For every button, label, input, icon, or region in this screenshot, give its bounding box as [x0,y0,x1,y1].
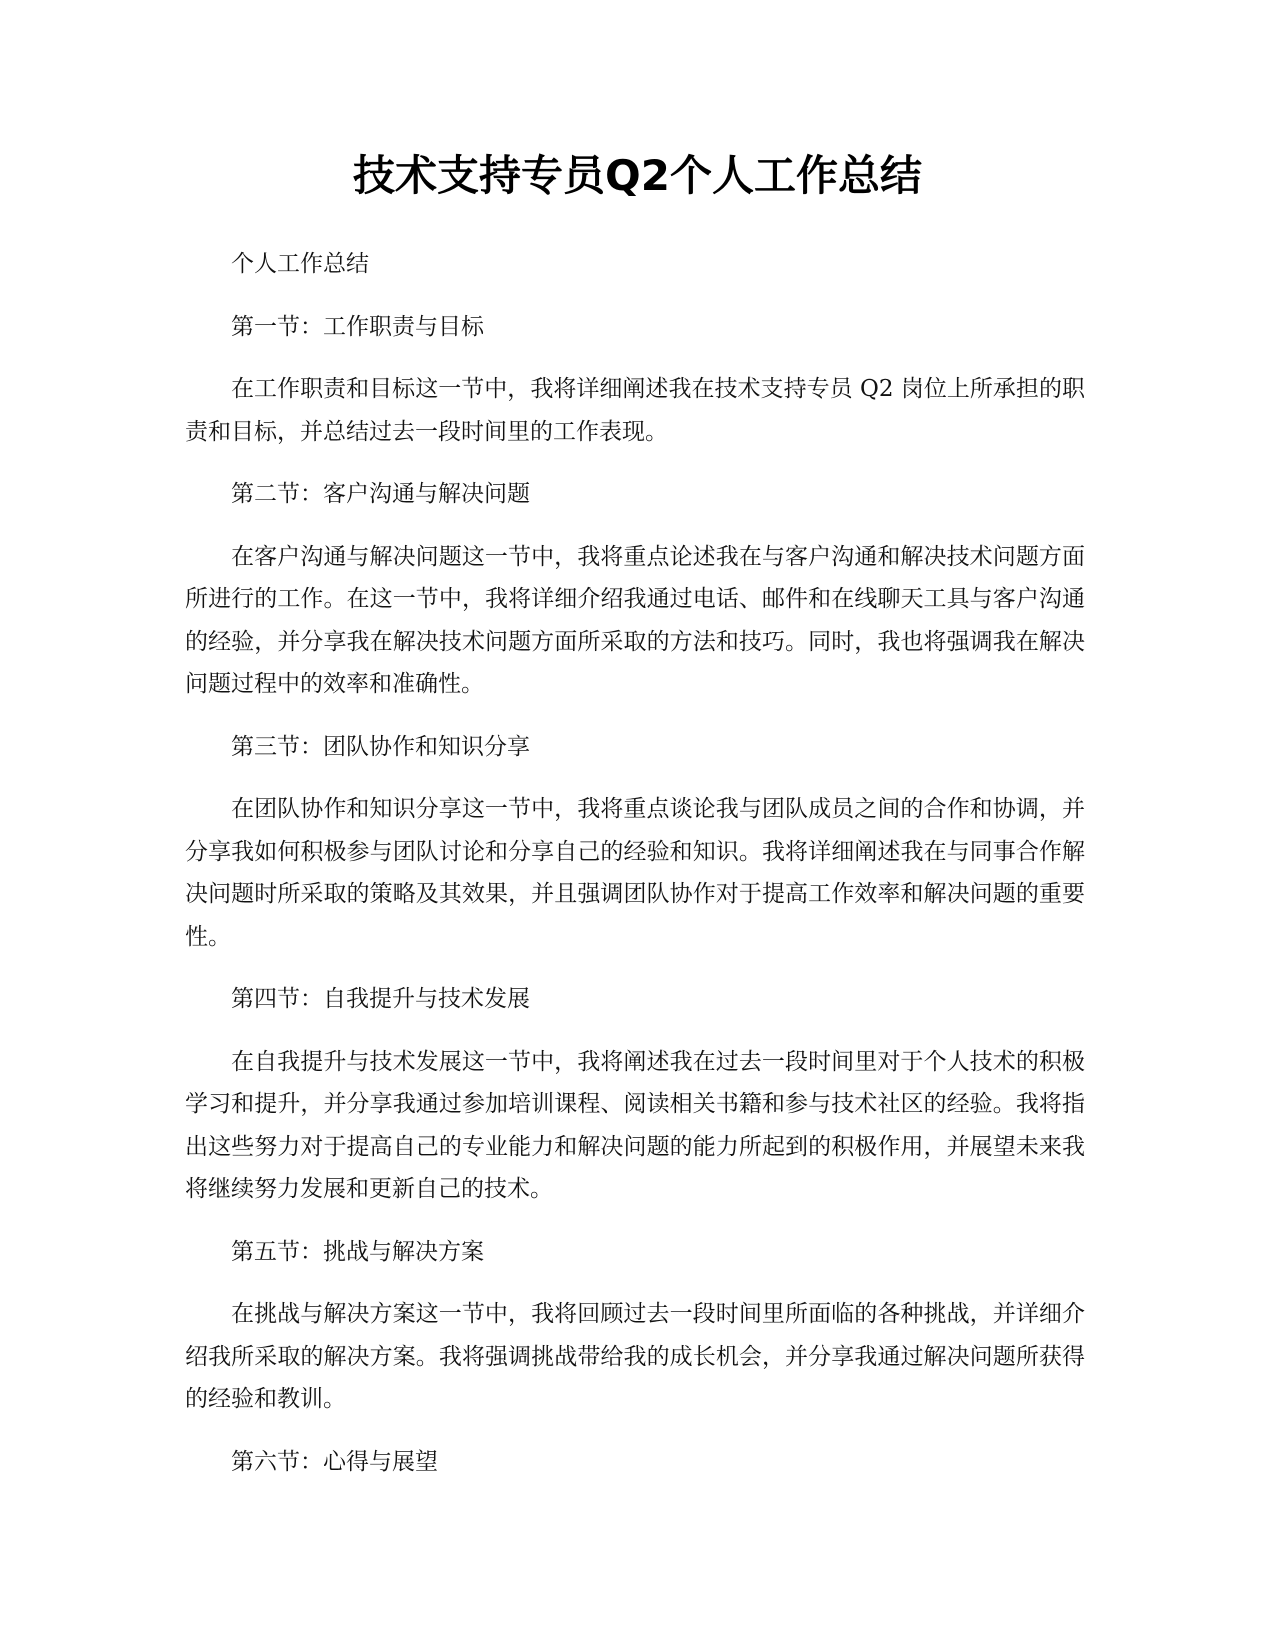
section-heading: 个人工作总结 [231,251,369,277]
document-body [185,243,1085,1503]
section-heading: 第一节：工作职责与目标 [231,313,484,340]
body-paragraph: 在自我提升与技术发展这一节中，我将阐述我在过去一段时间里对于个人技术的积极学习和提升，并分享我通过参加培训课程、阅读相关书籍和参与技术社区的经验。我将指出这些努力对于提高自己的专业能力和解决问题的能力所起到的积极作用，并展望未来我将继续努力发展和更新自己的技术。 [185,1048,1085,1202]
section-heading: 第三节：团队协作和知识分享 [231,733,530,760]
body-paragraph: 在客户沟通与解决问题这一节中，我将重点论述我在与客户沟通和解决技术问题方面所进行的工作。在这一节中，我将详细介绍我通过电话、邮件和在线聊天工具与客户沟通的经验，并分享我在解决技术问题方面所采取的方法和技巧。同时，我也将强调我在解决问题过程中的效率和准确性。 [185,543,1085,697]
section-heading: 第六节：心得与展望 [231,1448,438,1475]
body-paragraph: 在工作职责和目标这一节中，我将详细阐述我在技术支持专员 Q2 岗位上所承担的职责和目标，并总结过去一段时间里的工作表现。 [185,376,1085,445]
body-paragraph: 在挑战与解决方案这一节中，我将回顾过去一段时间里所面临的各种挑战，并详细介绍我所采取的解决方案。我将强调挑战带给我的成长机会，并分享我通过解决问题所获得的经验和教训。 [185,1301,1085,1412]
body-paragraph: 在团队协作和知识分享这一节中，我将重点谈论我与团队成员之间的合作和协调，并分享我如何积极参与团队讨论和分享自己的经验和知识。我将详细阐述我在与同事合作解决问题时所采取的策略及其效果，并且强调团队协作对于提高工作效率和解决问题的重要性。 [185,796,1085,950]
section-heading: 第四节：自我提升与技术发展 [231,986,530,1012]
section-heading: 第五节：挑战与解决方案 [231,1238,484,1265]
section-heading: 第二节：客户沟通与解决问题 [231,481,530,507]
document-title: 技术支持专员Q2个人工作总结 [353,151,922,200]
